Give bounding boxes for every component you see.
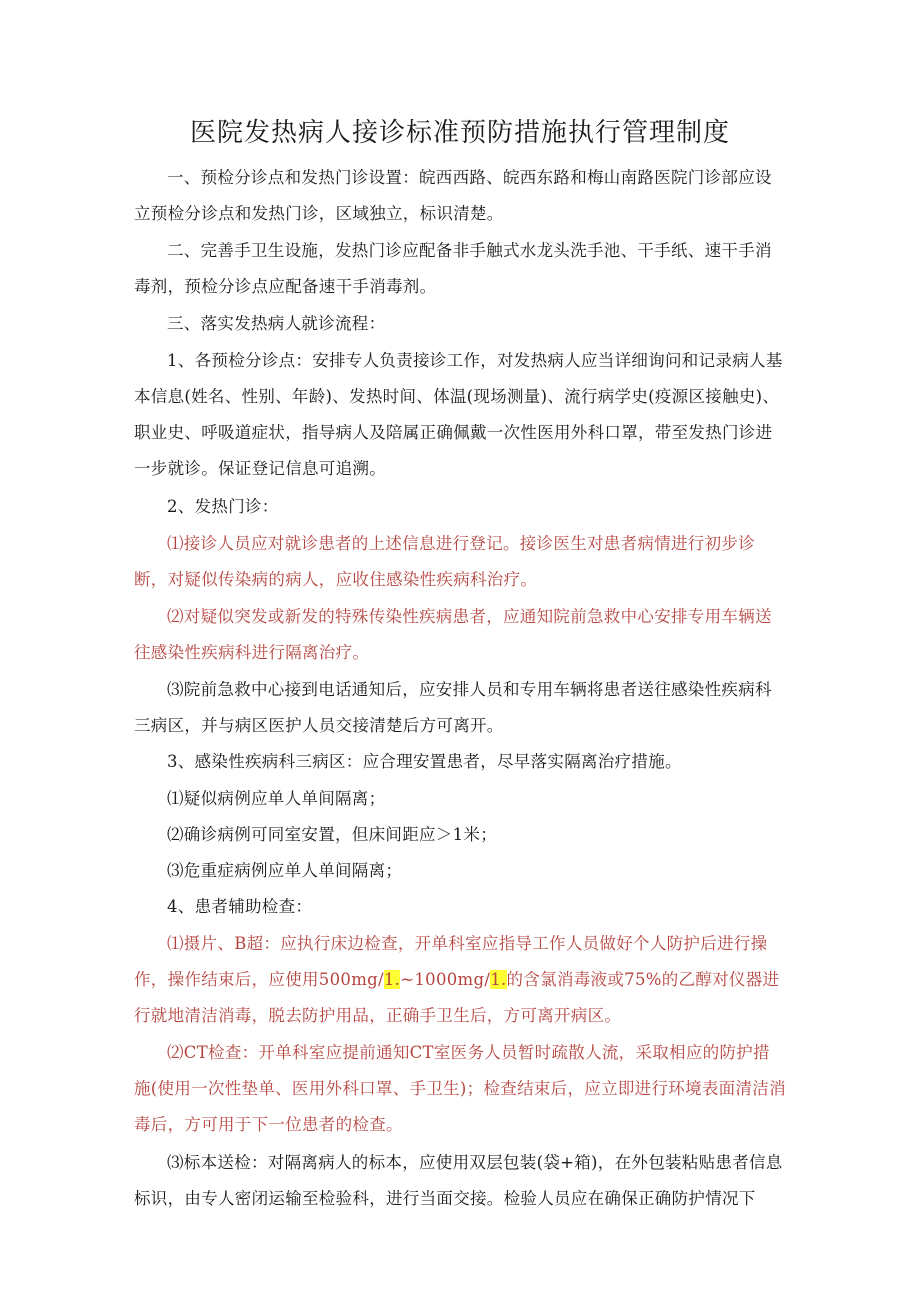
paragraph-ward-1: ⑴疑似病例应单人单间隔离； [167, 789, 386, 808]
paragraph-triage-setup: 一、预检分诊点和发热门诊设置：皖西西路、皖西东路和梅山南路医院门诊部应设立预检分诊点和发热门诊，区域独立，标识清楚。 [134, 168, 772, 223]
document-title: 医院发热病人接诊标准预防措施执行管理制度 [189, 118, 730, 148]
paragraph-aux-exam-heading: 4、患者辅助检查： [167, 897, 313, 916]
paragraph-fever-clinic-heading: 2、发热门诊： [167, 497, 279, 516]
text-segment: 的含氯消毒液或75%的乙醇对仪器进行就地清洁消毒，脱去防护用品，正确手卫生后，方可离开病区。 [134, 970, 780, 1025]
highlighted-text: 1. [490, 970, 507, 989]
paragraph-aux-exam-3: ⑶标本送检：对隔离病人的标本，应使用双层包装(袋+箱)，在外包装粘贴患者信息标识，由专人密闭运输至检验科，进行当面交接。检验人员应在确保正确防护情况下 [134, 1153, 783, 1208]
paragraph-hand-hygiene: 二、完善手卫生设施，发热门诊应配备非手触式水龙头洗手池、干手纸、速干手消毒剂，预检分诊点应配备速干手消毒剂。 [134, 241, 772, 296]
paragraph-ward-2: ⑵确诊病例可同室安置，但床间距应＞1米； [167, 825, 497, 844]
paragraph-triage-points: 1、各预检分诊点：安排专人负责接诊工作，对发热病人应当详细询问和记录病人基本信息(姓名、性别、年龄)、发热时间、体温(现场测量)、流行病学史(疫源区接触史)、职业史、呼吸道症状，指导病人及陪属正确佩戴一次性医用外科口罩，带至发热门诊进一步就诊。保证登记信息可追溯。 [134, 351, 783, 478]
paragraph-fever-clinic-1: ⑴接诊人员应对就诊患者的上述信息进行登记。接诊医生对患者病情进行初步诊断，对疑似传染病的病人，应收住感染性疾病科治疗。 [134, 534, 755, 589]
paragraph-fever-clinic-2: ⑵对疑似突发或新发的特殊传染性疾病患者，应通知院前急救中心安排专用车辆送往感染性疾病科进行隔离治疗。 [134, 607, 772, 662]
text-segment: ⑴摄片、B超：应执行床边检查，开单科室应指导工作人员做好个人防护后进行操作，操作结束后，应使用500mg/ [134, 934, 768, 989]
paragraph-procedure-heading: 三、落实发热病人就诊流程： [167, 314, 386, 333]
text-segment: ~1000mg/ [400, 970, 491, 989]
highlighted-text: 1. [383, 970, 401, 989]
paragraph-fever-clinic-3: ⑶院前急救中心接到电话通知后，应安排人员和专用车辆将患者送往感染性疾病科三病区，并与病区医护人员交接清楚后方可离开。 [134, 680, 772, 735]
paragraph-ward-3: ⑶危重症病例应单人单间隔离； [167, 861, 403, 880]
paragraph-aux-exam-1 [134, 926, 786, 1034]
paragraph-aux-exam-2: ⑵CT检查：开单科室应提前通知CT室医务人员暂时疏散人流，采取相应的防护措施(使用一次性垫单、医用外科口罩、手卫生)；检查结束后，应立即进行环境表面清洁消毒后，方可用于下一位患者的检查。 [134, 1043, 786, 1134]
paragraph-infection-ward: 3、感染性疾病科三病区：应合理安置患者，尽早落实隔离治疗措施。 [167, 752, 682, 771]
